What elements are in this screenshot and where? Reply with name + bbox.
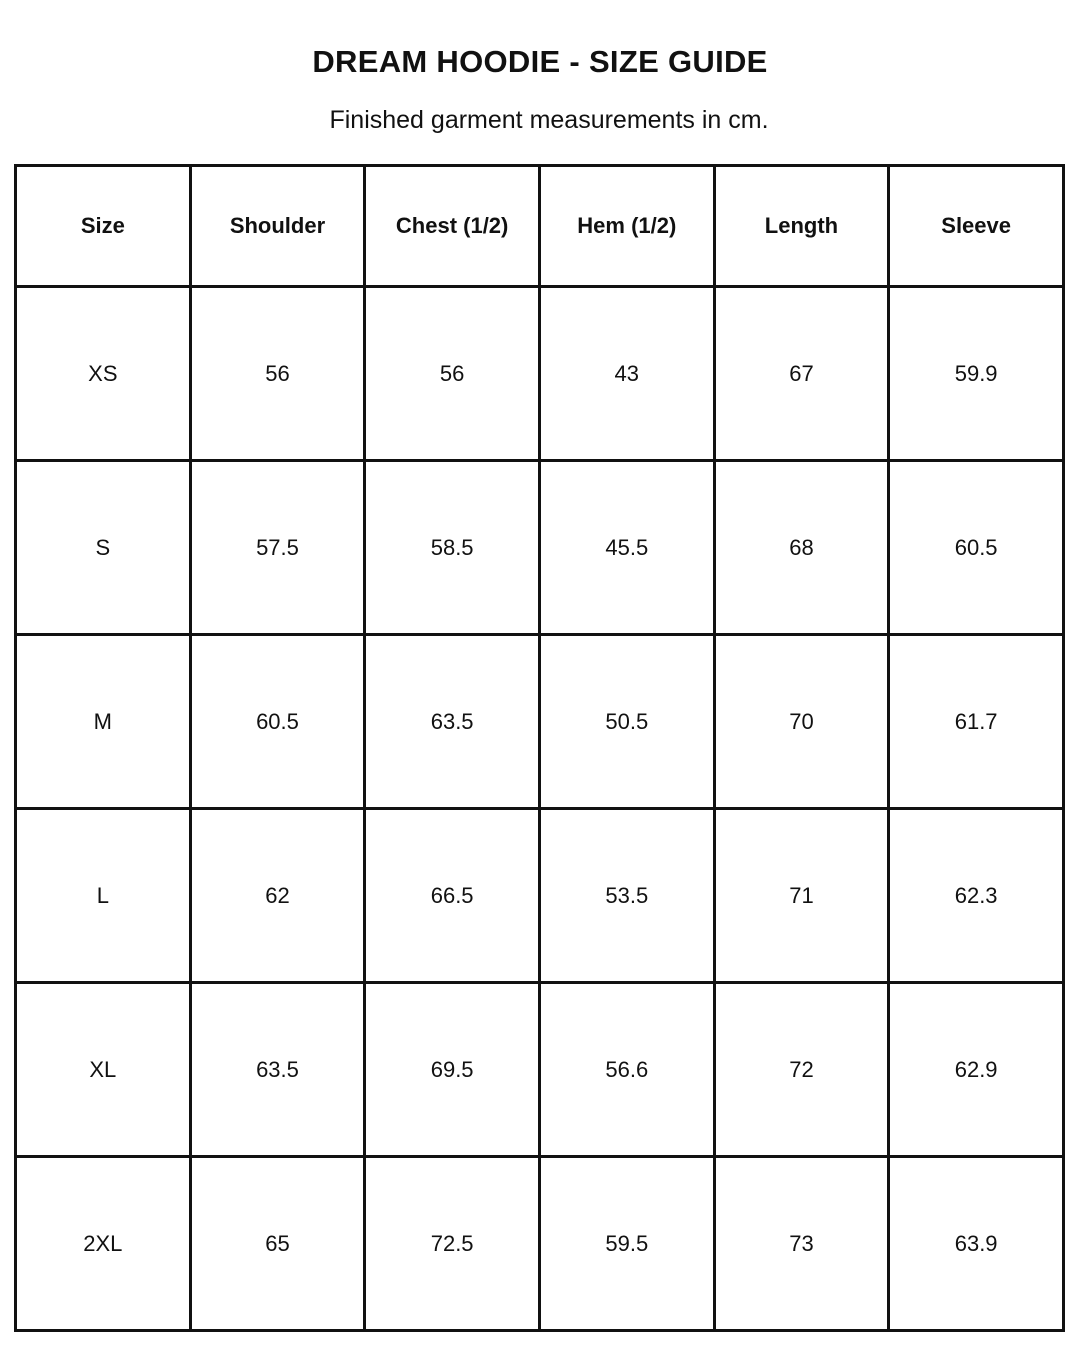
length-cell: 68 [714, 461, 889, 635]
column-header-sleeve: Sleeve [889, 166, 1064, 287]
shoulder-cell: 65 [190, 1157, 365, 1331]
hem-cell: 45.5 [539, 461, 714, 635]
size-guide-table [14, 164, 1065, 1332]
table-row [16, 1157, 1064, 1331]
shoulder-cell: 60.5 [190, 635, 365, 809]
sleeve-cell: 61.7 [889, 635, 1064, 809]
size-cell: L [16, 809, 191, 983]
column-header-length: Length [714, 166, 889, 287]
chest-cell: 56 [365, 287, 540, 461]
sleeve-cell: 62.9 [889, 983, 1064, 1157]
header-row [16, 166, 1064, 287]
size-cell: S [16, 461, 191, 635]
table-row [16, 287, 1064, 461]
column-header-hem: Hem (1/2) [539, 166, 714, 287]
length-cell: 70 [714, 635, 889, 809]
size-cell: 2XL [16, 1157, 191, 1331]
size-cell: M [16, 635, 191, 809]
size-cell: XL [16, 983, 191, 1157]
shoulder-cell: 62 [190, 809, 365, 983]
table-row [16, 809, 1064, 983]
hem-cell: 59.5 [539, 1157, 714, 1331]
sleeve-cell: 62.3 [889, 809, 1064, 983]
table-row [16, 461, 1064, 635]
chest-cell: 66.5 [365, 809, 540, 983]
hem-cell: 43 [539, 287, 714, 461]
shoulder-cell: 63.5 [190, 983, 365, 1157]
column-header-shoulder: Shoulder [190, 166, 365, 287]
hem-cell: 53.5 [539, 809, 714, 983]
table-row [16, 983, 1064, 1157]
shoulder-cell: 56 [190, 287, 365, 461]
column-header-size: Size [16, 166, 191, 287]
hem-cell: 50.5 [539, 635, 714, 809]
length-cell: 71 [714, 809, 889, 983]
shoulder-cell: 57.5 [190, 461, 365, 635]
sleeve-cell: 59.9 [889, 287, 1064, 461]
hem-cell: 56.6 [539, 983, 714, 1157]
column-header-chest: Chest (1/2) [365, 166, 540, 287]
sleeve-cell: 63.9 [889, 1157, 1064, 1331]
page-title: DREAM HOODIE - SIZE GUIDE [312, 44, 768, 79]
chest-cell: 72.5 [365, 1157, 540, 1331]
length-cell: 72 [714, 983, 889, 1157]
table-header [16, 166, 1064, 287]
sleeve-cell: 60.5 [889, 461, 1064, 635]
chest-cell: 69.5 [365, 983, 540, 1157]
table-row [16, 635, 1064, 809]
page-subtitle: Finished garment measurements in cm. [329, 106, 769, 134]
table-body [16, 287, 1064, 1331]
chest-cell: 58.5 [365, 461, 540, 635]
length-cell: 67 [714, 287, 889, 461]
length-cell: 73 [714, 1157, 889, 1331]
size-cell: XS [16, 287, 191, 461]
chest-cell: 63.5 [365, 635, 540, 809]
